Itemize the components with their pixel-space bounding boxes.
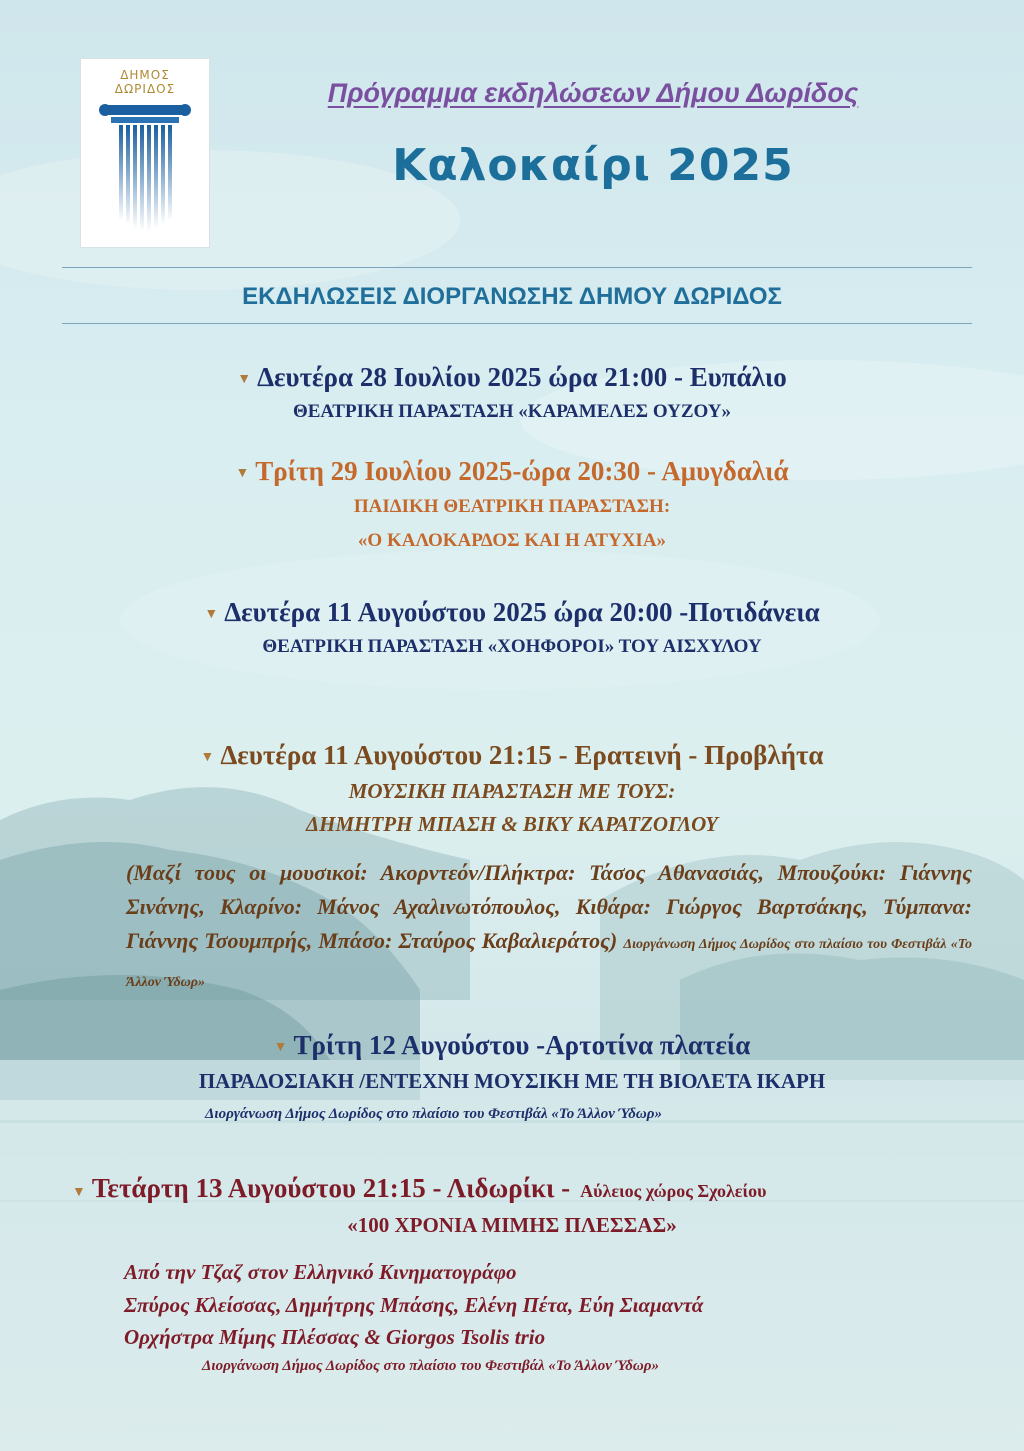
event-4-musicians-text: (Μαζί τους οι μουσικοί: Ακορντεόν/Πλήκτρα: Τάσος Αθανασιάς, Μπουζούκι: Γιάννης Σινάνης, Κλαρίνο: Μάνος Αχαλινωτόπουλος, Κιθάρα: Γιώργος Βαρτσάκης, Τύμπανα: Γιάννης Τσουμπρής, Μπάσο: Σταύρος Καβαλιεράτος) <box>126 860 972 953</box>
event-6-title-text: Τετάρτη 13 Αυγούστου 21:15 - Λιδωρίκι - <box>91 1173 571 1203</box>
event-6-venue: Αύλειος χώρος Σχολείου <box>580 1181 767 1201</box>
event-6-organizer: Διοργάνωση Δήμος Δωρίδος στο πλαίσιο του Φεστιβάλ «Το Άλλον Ύδωρ» <box>202 1358 660 1374</box>
bullet-icon: ▼ <box>200 749 215 765</box>
event-3-line-1: ΘΕΑΤΡΙΚΗ ΠΑΡΑΣΤΑΣΗ «ΧΟΗΦΟΡΟΙ» ΤΟΥ ΑΙΣΧΥΛΟΥ <box>262 636 762 657</box>
event-6-detail-2: Σπύρος Κλείσσας, Δημήτρης Μπάσης, Ελένη Πέτα, Εύη Σιαμαντά <box>124 1293 704 1317</box>
divider-top <box>62 267 972 268</box>
bullet-icon: ▼ <box>204 606 219 622</box>
event-5-title <box>0 1030 1024 1061</box>
event-1-title-text: Δευτέρα 28 Ιουλίου 2025 ώρα 21:00 - Ευπάλιο <box>257 362 787 392</box>
municipality-logo <box>80 58 210 248</box>
event-6-detail-1: Από την Τζαζ στον Ελληνικό Κινηματογράφο <box>124 1260 517 1284</box>
event-4-line-1: ΜΟΥΣΙΚΗ ΠΑΡΑΣΤΑΣΗ ΜΕ ΤΟΥΣ: <box>348 779 676 803</box>
event-4-organizer: Διοργάνωση Δήμος Δωρίδος στο πλαίσιο του Φεστιβάλ «Το Άλλον Ύδωρ» <box>126 937 973 990</box>
season-title: Καλοκαίρι 2025 <box>392 140 794 191</box>
event-3-title <box>0 597 1024 628</box>
organizer-heading: ΕΚΔΗΛΩΣΕΙΣ ΔΙΟΡΓΑΝΩΣΗΣ ΔΗΜΟΥ ΔΩΡΙΔΟΣ <box>242 283 782 310</box>
program-title: Πρόγραμμα εκδηλώσεων Δήμου Δωρίδος <box>327 78 859 108</box>
event-1-title <box>0 362 1024 393</box>
event-6-detail-3: Ορχήστρα Μίμης Πλέσσας & Giorgos Tsolis trio <box>124 1325 546 1349</box>
event-6-line-1: «100 ΧΡΟΝΙΑ ΜΙΜΗΣ ΠΛΕΣΣΑΣ» <box>347 1213 677 1237</box>
event-4-title <box>0 740 1024 771</box>
event-2-line-2: «Ο ΚΑΛΟΚΑΡΔΟΣ ΚΑΙ Η ΑΤΥΧΙΑ» <box>357 530 667 551</box>
event-4-line-2: ΔΗΜΗΤΡΗ ΜΠΑΣΗ & ΒΙΚΥ ΚΑΡΑΤΖΟΓΛΟΥ <box>305 812 719 836</box>
event-5-line-1: ΠΑΡΑΔΟΣΙΑΚΗ /ΕΝΤΕΧΝΗ ΜΟΥΣΙΚΗ ΜΕ ΤΗ ΒΙΟΛΕΤΑ ΙΚΑΡΗ <box>198 1069 826 1093</box>
bullet-icon: ▼ <box>273 1039 288 1055</box>
logo-line-2: ΔΩΡΙΔΟΣ <box>114 82 176 96</box>
logo-line-1: ΔΗΜΟΣ <box>120 68 170 82</box>
bullet-icon: ▼ <box>72 1185 86 1201</box>
event-4-title-text: Δευτέρα 11 Αυγούστου 21:15 - Ερατεινή - Προβλήτα <box>220 740 824 770</box>
event-6-title <box>72 1173 972 1204</box>
event-5-title-text: Τρίτη 12 Αυγούστου -Αρτοτίνα πλατεία <box>293 1030 751 1060</box>
event-4-musicians <box>126 856 972 1000</box>
column-icon <box>81 59 209 247</box>
event-5-organizer: Διοργάνωση Δήμος Δωρίδος στο πλαίσιο του Φεστιβάλ «Το Άλλον Ύδωρ» <box>205 1106 663 1122</box>
event-2-title <box>0 456 1024 487</box>
bullet-icon: ▼ <box>235 465 250 481</box>
event-3-title-text: Δευτέρα 11 Αυγούστου 2025 ώρα 20:00 -Ποτιδάνεια <box>224 597 820 627</box>
divider-bottom <box>62 323 972 324</box>
bullet-icon: ▼ <box>237 371 252 387</box>
event-2-title-text: Τρίτη 29 Ιουλίου 2025-ώρα 20:30 - Αμυγδαλιά <box>255 456 789 486</box>
event-2-line-1: ΠΑΙΔΙΚΗ ΘΕΑΤΡΙΚΗ ΠΑΡΑΣΤΑΣΗ: <box>353 496 671 517</box>
event-1-line-1: ΘΕΑΤΡΙΚΗ ΠΑΡΑΣΤΑΣΗ «ΚΑΡΑΜΕΛΕΣ ΟΥΖΟΥ» <box>292 401 732 422</box>
